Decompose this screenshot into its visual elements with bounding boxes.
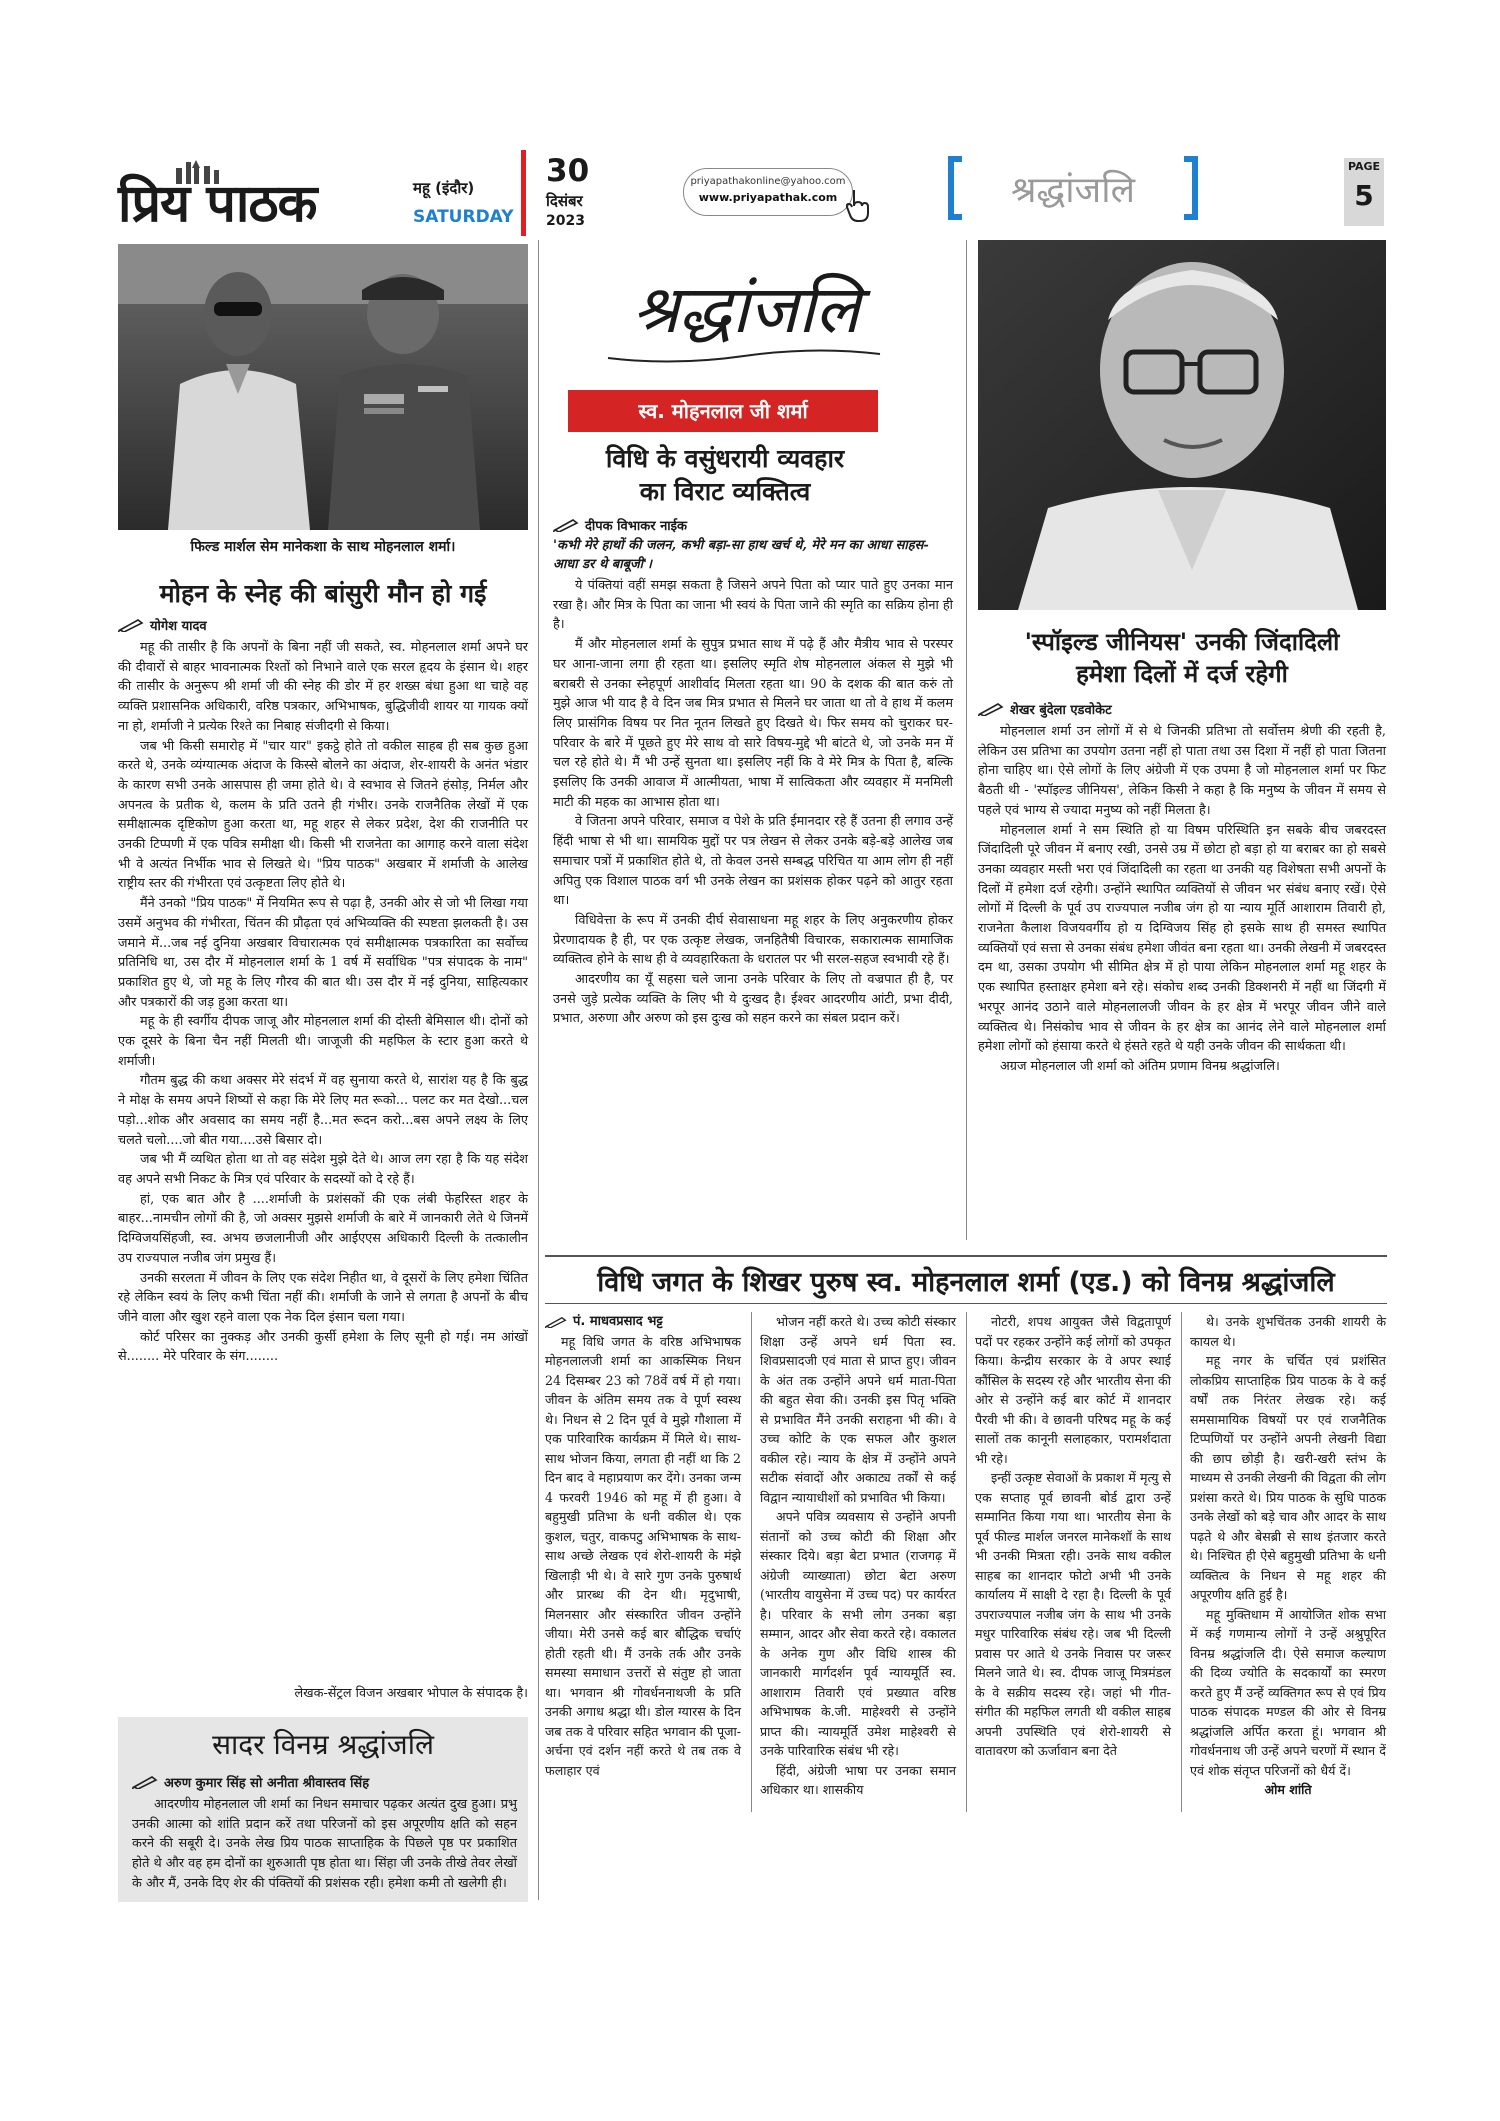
logo-wordmark: प्रिय पाठक (118, 173, 317, 234)
author-name: दीपक विभाकर नाईक (585, 519, 688, 534)
pen-icon (553, 518, 579, 532)
photo-caption: फिल्ड मार्शल सेम मानेकशा के साथ मोहनलाल शर्मा। (190, 539, 456, 555)
photo-with-field-marshal (118, 244, 528, 530)
article-body (118, 638, 528, 1367)
article-headline (978, 626, 1386, 690)
paragraph: गौतम बुद्ध की कथा अक्सर मेरे संदर्भ में वह सुनाया करते थे, सारांश यह है कि बुद्ध ने मोक्ष के समय अपने शिष्यों से कहा कि मेरे लिए मत रूको... पलट कर मत देखो...चल पड़ो...शोक और अवसाद का समय नहीं है...मत रूदन करो...बस अपने लक्ष्य के लिए चलते चलो....जो बीत गया....उसे बिसार दो। (118, 1073, 528, 1148)
author-name: अरुण कुमार सिंह सो अनीता श्रीवास्तव सिंह (164, 1776, 370, 1791)
signoff: ओम शांति (1264, 1782, 1312, 1797)
paragraph: मोहनलाल शर्मा ने सम स्थिति हो या विषम परिस्थिति इन सबके बीच जबरदस्त जिंदादिली पूरे जीवन में बनाए रखी, उनसे उम्र में छोटा हो बड़ा हो या बराबर का हो सबसे उनका व्यवहार मस्ती भरा एवं जिंदादिली का रहता था उनकी यह विशेषता सभी अपनों के दिलों में हमेशा दर्ज रहेगी। उन्होंने स्थापित व्यक्तियों से जीवन भर संबंध बनाए रखें। ऐसे लोगों में दिल्ली के पूर्व उप राज्यपाल नजीब जंग हो या न्याय मूर्ति आशाराम तिवारी हो, राजनेता कैलाश विजयवर्गीय हो य दिग्विजय सिंह हो इसके साथ ही समस्त स्थापित व्यक्तियों एवं सत्ता से उनका संबंध हमेशा जीवंत बना रहता था। उनकी लेखनी में जबरदस्त दम था, उसका उपयोग भी सीमित क्षेत्र में हो पाया लेकिन मोहनलाल शर्मा महू शहर के एक स्थापित हस्ताक्षर हमेशा बने रहे। संकोच शब्द उनकी डिक्शनरी में नहीं था जिंदगी में भरपूर आनंद उठाने वाले मोहनलालजी जीवन के हर क्षेत्र में भरपूर जीवन जीने वाले व्यक्तित्व थे। निसंकोच भाव से जीवन के हर क्षेत्र का आनंद लेने वाले मोहनलाल शर्मा हमेशा लोगों को हंसाया करते थे हंसते रहते थे यही उनके जीवन की सार्थकता थी। (978, 822, 1386, 1055)
paragraph: महू विधि जगत के वरिष्ठ अभिभाषक मोहनलालजी शर्मा का आकस्मिक निधन 24 दिसम्बर 23 को 78वें वर्ष में हो गया। जीवन के अंतिम समय तक वे पूर्ण स्वस्थ थे। निधन से 2 दिन पूर्व वे मुझे गौशाला में एक पारिवारिक कार्यक्रम में मिले थे। साथ-साथ भोजन किया, लगता ही नहीं था कि 2 दिन बाद वे महाप्रयाण कर देंगे। उनका जन्म 4 फरवरी 1946 को महू में ही हुआ। वे बहुमुखी प्रतिभा के धनी वकील थे। एक कुशल, चतुर, वाकपटु अभिभाषक के साथ-साथ अच्छे लेखक एवं शेरो-शायरी के मंझे खिलाड़ी भी थे। वे सारे गुण उनके पुरुषार्थ और प्रारब्ध की देन थी। मृदुभाषी, मिलनसार और संस्कारित जीवन उन्होंने जीया। मेरी उनसे कई बार बौद्धिक चर्चाएं होती रहती थी। मैं उनके तर्क और उनके समस्या समाधान उत्तरों से संतुष्ट हो जाता था। भगवान श्री गोवर्धननाथजी के प्रति उनकी अगाध श्रद्धा थी। डोल ग्यारस के दिन जब तक वे परिवार सहित भगवान की पूजा-अर्चना एवं दर्शन नहीं करते थे तब तक वे फलाहार एवं (545, 1333, 741, 1778)
section-name: श्रद्धांजलि (1010, 170, 1136, 211)
date-day: 30 (546, 153, 590, 189)
article-body (978, 722, 1386, 1077)
paragraph: वे जितना अपने परिवार, समाज व पेशे के प्रति ईमानदार रहे हैं उतना ही लगाव उन्हें हिंदी भाषा से भी था। सामयिक मुद्दों पर पत्र लेखन से लेकर उनके बड़े-बड़े आलेख जब समाचार पत्रों में प्रकाशित होते थे, तो केवल उनसे सम्बद्ध परिचित या आम लोग ही नहीं अपितु एक विशाल पाठक वर्ग भी उनके लेखन का प्रशंसक होकर पढ़ने को आतुर रहता था। (553, 814, 953, 909)
contact-pill (683, 168, 853, 216)
article-headline: मोहन के स्नेह की बांसुरी मौन हो गई (159, 579, 487, 608)
pen-icon (118, 618, 144, 632)
contact-website[interactable]: www.priyapathak.com (698, 191, 838, 204)
headline-rule (545, 1303, 1387, 1304)
edition-place: महू (इंदौर) (413, 179, 475, 197)
section-tag (948, 156, 1198, 220)
tribute-box (118, 1717, 528, 1902)
column-divider (538, 240, 539, 1900)
article-column (545, 1312, 741, 1780)
paragraph: महू के ही स्वर्गीय दीपक जाजू और मोहनलाल शर्मा की दोस्ती बेमिसाल थी। दोनों को एक दूसरे के बिना चैन नहीं मिलती थी। जाजूजी की महफिल के स्टार हुआ करते थे शर्माजी। (118, 1014, 528, 1069)
paragraph: आदरणीय का यूँ सहसा चले जाना उनके परिवार के लिए तो वज्रपात ही है, पर उनसे जुड़े प्रत्येक व्यक्ति के लिए भी ये दुःखद है। ईश्वर आदरणीय आंटी, प्रभा दीदी, प्रभात, अरुणा और अरुण को इस दुःख को सहन करने का संबल प्रदान करें। (553, 972, 953, 1027)
paragraph: मैं और मोहनलाल शर्मा के सुपुत्र प्रभात साथ में पढ़े हैं और मैत्रीय भाव से परस्पर घर आना-जाना लगा ही रहता था। इसलिए स्मृति शेष मोहनलाल अंकल से मुझे भी बराबरी से उनका स्नेहपूर्ण आशीर्वाद मिलता रहता था। 90 के दशक की बात करुं तो मुझे आज भी याद है वे दिन जब मित्र प्रभात से मिलने घर जाता था तो वे हाथ में कलम लिए प्रासंगिक विषय पर नित नूतन लिखते हुए दिखते थे। फिर समय को चुराकर घर-परिवार के बारे में पूछते हुए मेरे साथ वो सारे विषय-मुद्दे भी बांटते थे, जो उनके मन में चल रहे होते थे। मैं भी उन्हें सुनता था। इसलिए नहीं कि वे मेरे मित्र के पिता है, बल्कि इसलिए कि उनकी आवाज में आत्मीयता, भाषा में सात्विकता और व्यवहार में मनमिली माटी की महक का आभास होता था। (553, 637, 953, 810)
headline-line: 'स्पॉइल्ड जीनियस' उनकी जिंदादिली (1024, 628, 1340, 656)
article-column (760, 1312, 956, 1800)
paragraph: ये पंक्तियां वहीं समझ सकता है जिसने अपने पिता को प्यार पाते हुए उनका मान रखा है। और मित्र के पिता का जाना भी स्वयं के पिता जाने की स्मृति का सक्रिय होना ही है। (553, 578, 953, 633)
paragraph: मैंने उनको "प्रिय पाठक" में नियमित रूप से पढ़ा है, उनकी ओर से जो भी लिखा गया उसमें अनुभव की गंभीरता, चिंतन की प्रौढ़ता एवं अभिव्यक्ति की स्पष्टता झलकती है। उस जमाने में...जब नई दुनिया अखबार विचारात्मक एवं समीक्षात्मक पत्रकारिता का सर्वोच्च प्रतिनिधि था, उस दौर में मोहनलाल शर्मा के 1 वर्ष में सर्वाधिक "पत्र संपादक के नाम" प्रकाशित हुए थे, जो महू के लिए गौरव की बात थी। उस दौर में नई दुनिया, साहित्यकार और पत्रकारों की जड़ हुआ करता था। (118, 896, 528, 1010)
paragraph: मोहनलाल शर्मा उन लोगों में से थे जिनकी प्रतिभा तो सर्वोत्तम श्रेणी की रहती है, लेकिन उस प्रतिभा का उपयोग उतना नहीं हो पाता तथा उस दिशा में नहीं हो पाता जितना होना चाहिए था। ऐसे लोगों के लिए अंग्रेजी में एक उपमा है जो मोहनलाल शर्मा पर फिट बैठती थी - 'स्पॉइल्ड जीनियस', लेकिन किसी ने कहा है कि मनुष्य के जीवन में समय से पहले एवं भाग्य से ज्यादा मनुष्य को नहीं मिलता है। (978, 724, 1386, 818)
article-headline: विधि जगत के शिखर पुरुष स्व. मोहनलाल शर्मा (एड.) को विनम्र श्रद्धांजलि (597, 1267, 1335, 1298)
page-number: 5 (1354, 179, 1374, 212)
pointing-hand-icon (846, 188, 872, 222)
paragraph: नोटरी, शपथ आयुक्त जैसे विद्वतापूर्ण पदों पर रहकर उन्होंने कई लोगों को उपकृत किया। केन्द्रीय सरकार के वे अपर स्थाई कौंसिल के सदस्य रहे और भारतीय सेना की ओर से उन्होंने कई बार कोर्ट में शानदार पैरवी भी की। वे छावनी परिषद महू के कई सालों तक कानूनी सलाहकार, परामर्शदाता भी रहे। (975, 1314, 1171, 1466)
paragraph: महू मुक्तिधाम में आयोजित शोक सभा में कई गणमान्य लोगों ने उन्हें अश्रुपूरित विनम्र श्रद्धांजलि दी। ऐसे समाज कल्याण की दिव्य ज्योति के सदकार्यों का स्मरण करते हुए मैं उन्हें व्यक्तिगत रूप से एवं प्रिय पाठक संपादक मण्डल की ओर से विनम्र श्रद्धांजलि अर्पित करता हूं। भगवान श्री गोवर्धननाथ जी उन्हें अपने चरणों में स्थान दें एवं शोक संतृप्त परिजनों को धैर्य दें। (1190, 1606, 1386, 1778)
contact-email[interactable]: priyapathakonline@yahoo.com (690, 176, 846, 187)
column-divider (1181, 1312, 1182, 1812)
author-name: योगेश यादव (150, 619, 207, 634)
flourish-icon (604, 348, 884, 366)
pen-icon (978, 702, 1004, 716)
paragraph: कोर्ट परिसर का नुक्कड़ और उनकी कुर्सी हमेशा के लिए सूनी हो गई। नम आंखों से........ मेरे परिवार के संग........ (118, 1329, 528, 1365)
article-column (1190, 1312, 1386, 1800)
portrait-photo (978, 240, 1386, 610)
column-divider (966, 1312, 967, 1812)
byline (132, 1773, 517, 1791)
article-headline (560, 442, 890, 508)
date-year: 2023 (546, 213, 585, 229)
paragraph: इन्हीं उत्कृष्ट सेवाओं के प्रकाश में मृत्यु से एक सप्ताह पूर्व छावनी बोर्ड द्वारा उन्हें सम्मानित किया गया था। भारतीय सेना के पूर्व फील्ड मार्शल जनरल मानेकशॉ के साथ भी उनकी मित्रता रही। उनके साथ वकील साहब का शानदार फोटो अभी भी उनके कार्यालय में साक्षी दे रहा है। दिल्ली के पूर्व उपराज्यपाल नजीब जंग के साथ भी उनके मधुर पारिवारिक संबंध रहे। जब भी दिल्ली प्रवास पर आते थे उनके निवास पर जरूर मिलने जाते थे। स्व. दीपक जाजू मित्रमंडल के वे सक्रीय सदस्य रहे। जहां भी गीत-संगीत की महफिल लगती थी वकील साहब अपनी उपस्थिति एवं शेरो-शायरी से वातावरण को ऊर्जावान बना देते (975, 1470, 1171, 1758)
paragraph: आदरणीय मोहनलाल जी शर्मा का निधन समाचार पढ़कर अत्यंत दुख हुआ। प्रभु उनकी आत्मा को शांति प्रदान करें तथा परिजनों को इस अपूरणीय क्षति को सहन करने की सबूरी दे। उनके लेख प्रिय पाठक साप्ताहिक के पिछले पृष्ठ पर प्रकाशित होते थे और वह हम दोनों का शुरुआती पृष्ठ होता था। सिंहा जी उनके तीखे तेवर लेखों के और मैं, उनके दिए शेर की पंक्तियों की प्रशंसक रही। हमेशा कमी तो खलेगी ही। (132, 1797, 517, 1891)
headline-line: का विराट व्यक्तित्व (639, 477, 811, 506)
masthead-divider (521, 150, 526, 236)
paragraph: अग्रज मोहनलाल जी शर्मा को अंतिम प्रणाम विनम्र श्रद्धांजलि। (1000, 1058, 1280, 1074)
paragraph: थे। उनके शुभचिंतक उनकी शायरी के कायल थे। (1190, 1314, 1386, 1349)
date-month: दिसंबर (546, 192, 583, 210)
byline (978, 700, 1386, 718)
paragraph: भोजन नहीं करते थे। उच्च कोटी संस्कार शिक्षा उन्हें अपने धर्म पिता स्व. शिवप्रसादजी एवं माता से प्राप्त हुए। जीवन के अंत तक उन्होंने अपने धर्म माता-पिता की बहुत सेवा की। उनकी इस पितृ भक्ति से प्रभावित मैंने उनकी सराहना भी की। वे उच्च कोटि के एक सफल और कुशल वकील रहे। न्याय के क्षेत्र में उन्होंने अपने सटीक संवादों और अकाट्य तर्कों से कई विद्वान न्यायाधीशों को प्रभावित भी किया। (760, 1314, 956, 1505)
byline (545, 1312, 741, 1332)
calligraphy-title: श्रद्धांजलि (632, 271, 860, 348)
headline-rule (545, 1255, 1387, 1257)
pen-icon (132, 1775, 158, 1789)
headline-line: हमेशा दिलों में दर्ज रहेगी (1076, 660, 1288, 688)
paragraph: जब भी किसी समारोह में "चार यार" इकट्ठे होते तो वकील साहब ही सब कुछ हुआ करते थे, उनके व्यंग्यात्मक अंदाज के किस्से बोलने का अंदाज, शेर-शायरी के अनंत भंडार के कारण सभी उनके आसपास ही जमा होते थे। वे स्वभाव से जितने हंसोड़, निर्मल और अपनत्व के प्रतीक थे, कलम के प्रति उतने ही गंभीर। उनके राजनैतिक लेखों में एक समीक्षात्मक दृष्टिकोण हुआ करता था, महू शहर से लेकर प्रदेश, देश की राजनीति पर उनकी टिप्पणी में एक पवित्र समीक्षा थी। किसी भी राजनेता का आगाह करने वाला संदेश भी वे अत्यंत निर्भीक भाव से लिखते थे। "प्रिय पाठक" अखबार में शर्माजी के आलेख राष्ट्रीय स्तर की गंभीरता एवं उत्कृष्टता लिए होते थे। (118, 738, 528, 892)
byline (553, 516, 953, 534)
edition-weekday: SATURDAY (413, 207, 514, 227)
byline (118, 616, 528, 634)
paragraph: हिंदी, अंग्रेजी भाषा पर उनका समान अधिकार था। शासकीय (760, 1762, 956, 1797)
paragraph: विधिवेत्ता के रूप में उनकी दीर्घ सेवासाधना महू शहर के लिए अनुकरणीय होकर प्रेरणादायक है ही, पर एक उत्कृष्ट लेखक, जनहितैषी विचारक, सकारात्मक सामाजिक व्यक्तित्व होने के साथ ही वे व्यवहारिकता के धरातल पर भी सरल-सहज स्वभावी रहे हैं। (553, 912, 953, 968)
tribute-text (132, 1795, 517, 1894)
pull-quote: 'कभी मेरे हाथों की जलन, कभी बड़ा-सा हाथ खर्च थे, मेरे मन का आधा साहस-आधा डर थे बाबूजी'। (553, 538, 929, 572)
page-number-box (1344, 158, 1384, 226)
column-divider (966, 240, 967, 1240)
column-divider (751, 1312, 752, 1812)
paragraph: जब भी मैं व्यथित होता था तो वह संदेश मुझे देते थे। आज लग रहा है कि यह संदेश वह अपने सभी निकट के मित्र एवं परिवार के सदस्यों को दे रहे हैं। (118, 1152, 528, 1187)
paragraph: महू नगर के चर्चित एवं प्रशंसित लोकप्रिय साप्ताहिक प्रिय पाठक के वे कई वर्षों तक निरंतर लेखक रहे। कई समसामायिक विषयों पर एवं राजनैतिक टिप्पणियों पर उन्होंने अपनी लेखनी विद्या की छाप छोड़ी है। खरी-खरी स्तंभ के माध्यम से उनकी लेखनी की विद्वता की लोग प्रशंसा करते थे। प्रिय पाठक के सुधि पाठक उनके लेखों को बड़े चाव और आदर के साथ पढ़ते थे और बेसब्री से साथ इंतजार करते थे। निश्चित ही ऐसे बहुमुखी प्रतिभा के धनी व्यक्तित्व के निधन से महू शहर की अपूरणीय क्षति हुई है। (1190, 1353, 1386, 1602)
page-label: PAGE (1347, 160, 1381, 173)
author-name: पं. माधवप्रसाद भट्ट (573, 1314, 663, 1329)
newspaper-logo (118, 160, 358, 236)
pen-icon (545, 1316, 567, 1328)
headline-line: विधि के वसुंधरायी व्यवहार (605, 444, 845, 473)
tribute-title: सादर विनम्र श्रद्धांजलि (212, 1728, 434, 1761)
paragraph: महू की तासीर है कि अपनों के बिना नहीं जी सकते, स्व. मोहनलाल शर्मा अपने घर की दीवारों से बाहर भावनात्मक रिश्तों को निभाने वाले एक सरल हृदय के इंसान थे। शहर की तासीर के अनुरूप श्री शर्मा जी की स्नेह की डोर में हर शख्स बंधा हुआ था चाहे वह व्यक्ति प्रशासनिक अधिकारी, वरिष्ठ पत्रकार, अभिभाषक, बुद्धिजीवी शायर या गायक क्यों ना हो, शर्माजी ने प्रत्येक रिश्ते का निबाह संजीदगी से किया। (118, 640, 528, 734)
bracket-right (1184, 156, 1198, 220)
paragraph: हां, एक बात और है ....शर्माजी के प्रशंसकों की एक लंबी फेहरिस्त शहर के बाहर...नामचीन लोगों की है, जो अक्सर मुझसे शर्माजी के बारे में जानकारी लेते थे जिनमें दिग्विजयसिंहजी, स्व. अभय छजलानीजी और आईएएस अधिकारी दिल्ली के तत्कालीन उप राज्यपाल नजीब जंग प्रमुख हैं। (118, 1191, 528, 1266)
paragraph: उनकी सरलता में जीवन के लिए एक संदेश निहीत था, वे दूसरों के लिए हमेशा चिंतित रहे लेकिन स्वयं के लिए कभी चिंता नहीं की। शर्माजी के जाने से लगता है अपनों के बीच जीने वाला और खुश रहने वाला एक नेक दिल इंसान चला गया। (118, 1270, 528, 1325)
author-note: लेखक-सेंट्रल विजन अखबार भोपाल के संपादक है। (294, 1686, 528, 1701)
paragraph: अपने पवित्र व्यवसाय से उन्होंने अपनी संतानों को उच्च कोटी की शिक्षा और संस्कार दिये। बड़ा बेटा प्रभात (राजगढ़ में अंग्रेजी व्याख्याता) छोटा बेटा अरुण (भारतीय वायुसेना में उच्च पद) पर कार्यरत है। परिवार के सभी लोग उनका बड़ा सम्मान, आदर और सेवा करते रहे। वकालत के अनेक गुण और विधि शास्त्र की जानकारी मार्गदर्शन पूर्व न्यायमूर्ति स्व. आशाराम तिवारी एवं प्रख्यात वरिष्ठ अभिभाषक के.जी. माहेश्वरी से उन्होंने प्राप्त की। न्यायमूर्ति उमेश माहेश्वरी से उनके पारिवारिक संबंध भी रहे। (760, 1509, 956, 1758)
name-banner: स्व. मोहनलाल जी शर्मा (568, 390, 878, 432)
author-name: शेखर बुंदेला एडवोकेट (1010, 703, 1112, 718)
article-column (975, 1312, 1171, 1761)
article-body (553, 576, 953, 1029)
